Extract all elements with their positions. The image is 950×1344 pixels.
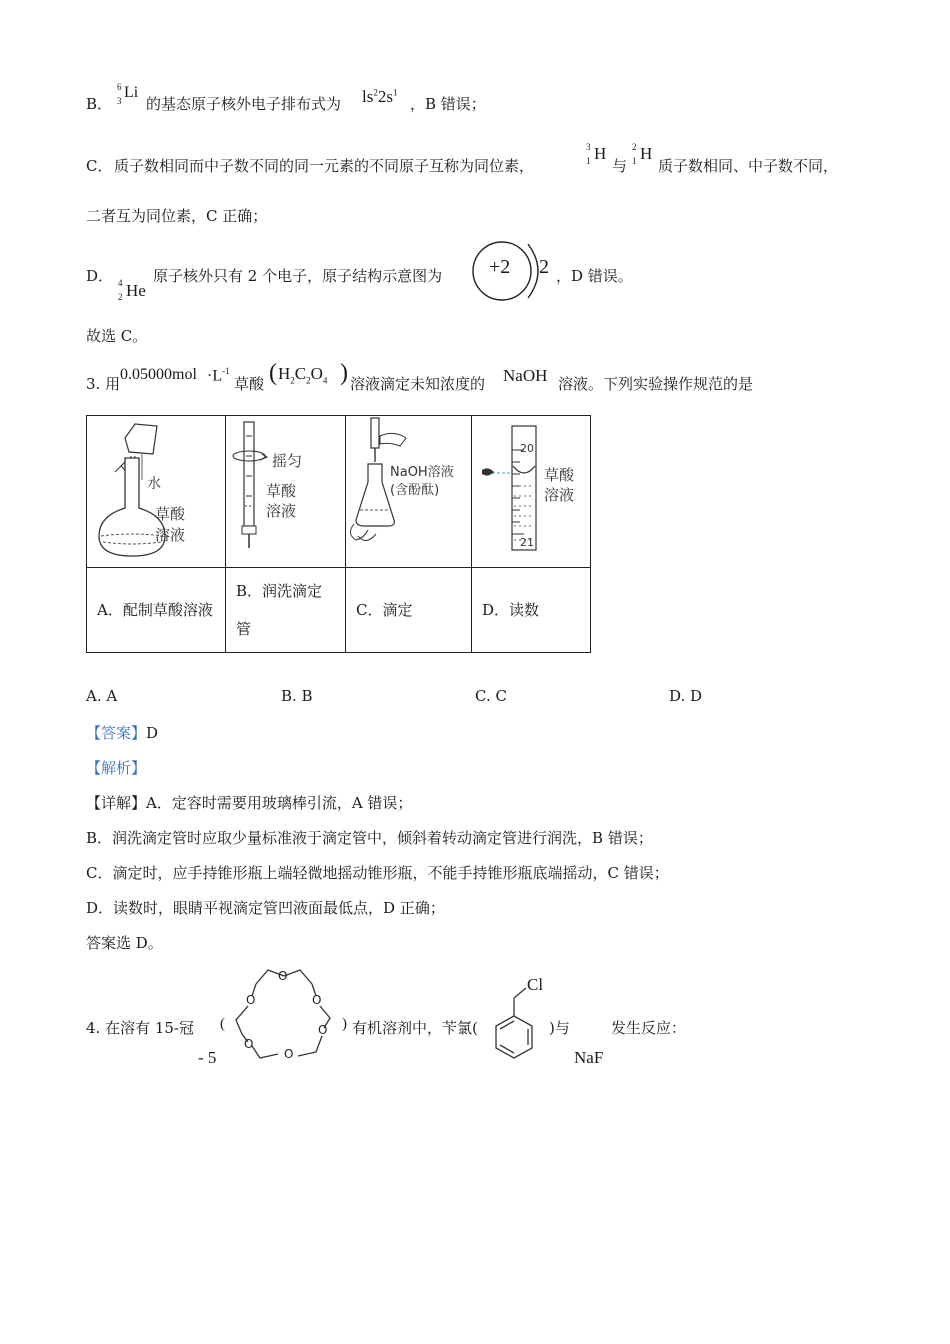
- eye-icon: [482, 468, 494, 475]
- q3-acid-name: 草酸: [234, 375, 265, 393]
- volumetric-flask-figure: [87, 416, 225, 563]
- option-d-text: 原子核外只有 2 个电子，原子结构示意图为: [153, 267, 443, 285]
- phenolphthalein-label: (含酚酞): [390, 483, 440, 498]
- crown-oxygen: O: [244, 1037, 254, 1051]
- conjunction-yu: 与: [612, 157, 628, 175]
- option-b-text: 的基态原子核外电子排布式为: [146, 95, 342, 113]
- answer-tag: 【答案】: [86, 724, 147, 742]
- titration-figure: [346, 416, 471, 563]
- choice-d: D. D: [669, 687, 703, 705]
- naoh-solution-label: NaOH溶液: [390, 465, 454, 480]
- q3-formula-paren-close: ): [340, 360, 348, 386]
- flask-label-2: 溶液: [155, 526, 186, 544]
- answer-value: D: [146, 724, 159, 742]
- he-mass-number: 4: [118, 278, 123, 288]
- burette-rinse-figure: [226, 416, 345, 563]
- he-atomic-number: 2: [118, 292, 123, 302]
- crown-ether-structure: [226, 962, 342, 1066]
- q4-minus5: - 5: [198, 1048, 217, 1067]
- detail-line-1: 【详解】A．定容时需要用玻璃棒引流，A 错误；: [86, 794, 413, 812]
- q4-text: 4. 在溶有 15-冠: [86, 1019, 195, 1037]
- detail-line-4: D．读数时，眼睛平视滴定管凹液面最低点，D 正确；: [86, 899, 445, 917]
- he-symbol: He: [126, 281, 146, 300]
- benzyl-chloride-structure: [486, 976, 556, 1068]
- q3-formula: $H_2C_2O_4$: [278, 364, 328, 386]
- choice-a: A. A: [86, 687, 118, 705]
- li-atomic-number: 3: [117, 96, 122, 106]
- li-symbol: Li: [124, 84, 139, 101]
- option-d-label: D．: [86, 267, 114, 285]
- figure-c-cell: [346, 416, 472, 568]
- crown-oxygen: O: [278, 969, 288, 983]
- figure-b-cell: [226, 416, 346, 568]
- option-c-label: C．: [86, 157, 113, 175]
- q3-naoh: NaOH: [503, 366, 548, 385]
- q4-text-4: 发生反应：: [611, 1019, 687, 1037]
- option-c-line-2: 二者互为同位素，C 正确；: [86, 207, 268, 225]
- answer-line: [86, 722, 158, 743]
- detail-line-2: B．润洗滴定管时应取少量标准液于滴定管中，倾斜着转动滴定管进行润洗，B 错误；: [86, 829, 653, 847]
- h3-atomic-number: 1: [586, 156, 591, 166]
- q3-number: 3. 用: [86, 375, 121, 393]
- crown-oxygen: O: [246, 993, 256, 1007]
- q4-naf: NaF: [574, 1048, 604, 1067]
- choice-c: C. C: [475, 687, 507, 705]
- conclusion-q2: 故选 C。: [86, 327, 148, 345]
- option-label: B．: [86, 95, 113, 113]
- caption-a: A．配制草酸溶液: [87, 568, 226, 653]
- burette-reading-figure: [472, 416, 590, 563]
- figure-a-cell: [87, 416, 226, 568]
- reading-label-2: 溶液: [544, 486, 575, 504]
- q3-formula-paren-open: (: [269, 360, 277, 386]
- q3-unit: $\cdot L^{-1}$: [207, 366, 230, 385]
- caption-d: D．读数: [472, 568, 591, 653]
- analysis-tag: 【解析】: [86, 759, 147, 777]
- choice-b: B. B: [281, 687, 313, 705]
- shell-electron-count: 2: [539, 256, 549, 278]
- option-c-text: 质子数相同而中子数不同的同一元素的不同原子互称为同位素，: [114, 157, 535, 175]
- scale-20: 20: [520, 442, 534, 455]
- nucleus-charge: +2: [489, 256, 511, 278]
- option-b-line: [86, 93, 112, 114]
- crown-oxygen: O: [318, 1023, 328, 1037]
- electron-config: $ls^22s^1$: [362, 87, 398, 106]
- scale-21: 21: [520, 536, 534, 549]
- q3-text: 溶液滴定未知浓度的: [350, 375, 486, 393]
- burette-label-2: 溶液: [266, 502, 297, 520]
- h3-mass-number: 3: [586, 142, 591, 152]
- option-c-text-2: 质子数相同、中子数不同，: [658, 157, 839, 175]
- reading-label-1: 草酸: [544, 466, 575, 484]
- q4-paren-close: ): [342, 1016, 347, 1032]
- crown-oxygen: O: [312, 993, 322, 1007]
- caption-c: C．滴定: [346, 568, 472, 653]
- caption-b: B．润洗滴定管: [226, 568, 346, 653]
- h2-atomic-number: 1: [632, 156, 637, 166]
- h2-symbol: H: [640, 144, 653, 163]
- chlorine-atom: Cl: [527, 975, 544, 994]
- h2-mass-number: 2: [632, 142, 637, 152]
- q4-text-2: 有机溶剂中，苄氯(: [352, 1019, 478, 1037]
- h3-symbol: H: [594, 144, 607, 163]
- q3-text-2: 溶液。下列实验操作规范的是: [558, 375, 754, 393]
- q4-paren-open: (: [220, 1016, 225, 1032]
- q3-concentration: 0.05000mol: [120, 366, 197, 383]
- option-b-verdict: ，B 错误；: [410, 95, 486, 113]
- water-label: 水: [147, 476, 161, 492]
- flask-label-1: 草酸: [155, 505, 186, 523]
- detail-line-3: C．滴定时，应手持锥形瓶上端轻微地摇动锥形瓶，不能手持锥形瓶底端摇动，C 错误；: [86, 864, 669, 882]
- q3-options-table: [86, 415, 591, 653]
- crown-oxygen: O: [284, 1047, 294, 1061]
- shake-label: 摇匀: [272, 452, 303, 470]
- burette-label-1: 草酸: [266, 482, 297, 500]
- figure-d-cell: [472, 416, 591, 568]
- li-mass-number: 6: [117, 82, 122, 92]
- conclusion-q3: 答案选 D。: [86, 934, 163, 952]
- option-d-verdict: ，D 错误。: [556, 267, 633, 285]
- q4-text-3: )与: [549, 1019, 570, 1037]
